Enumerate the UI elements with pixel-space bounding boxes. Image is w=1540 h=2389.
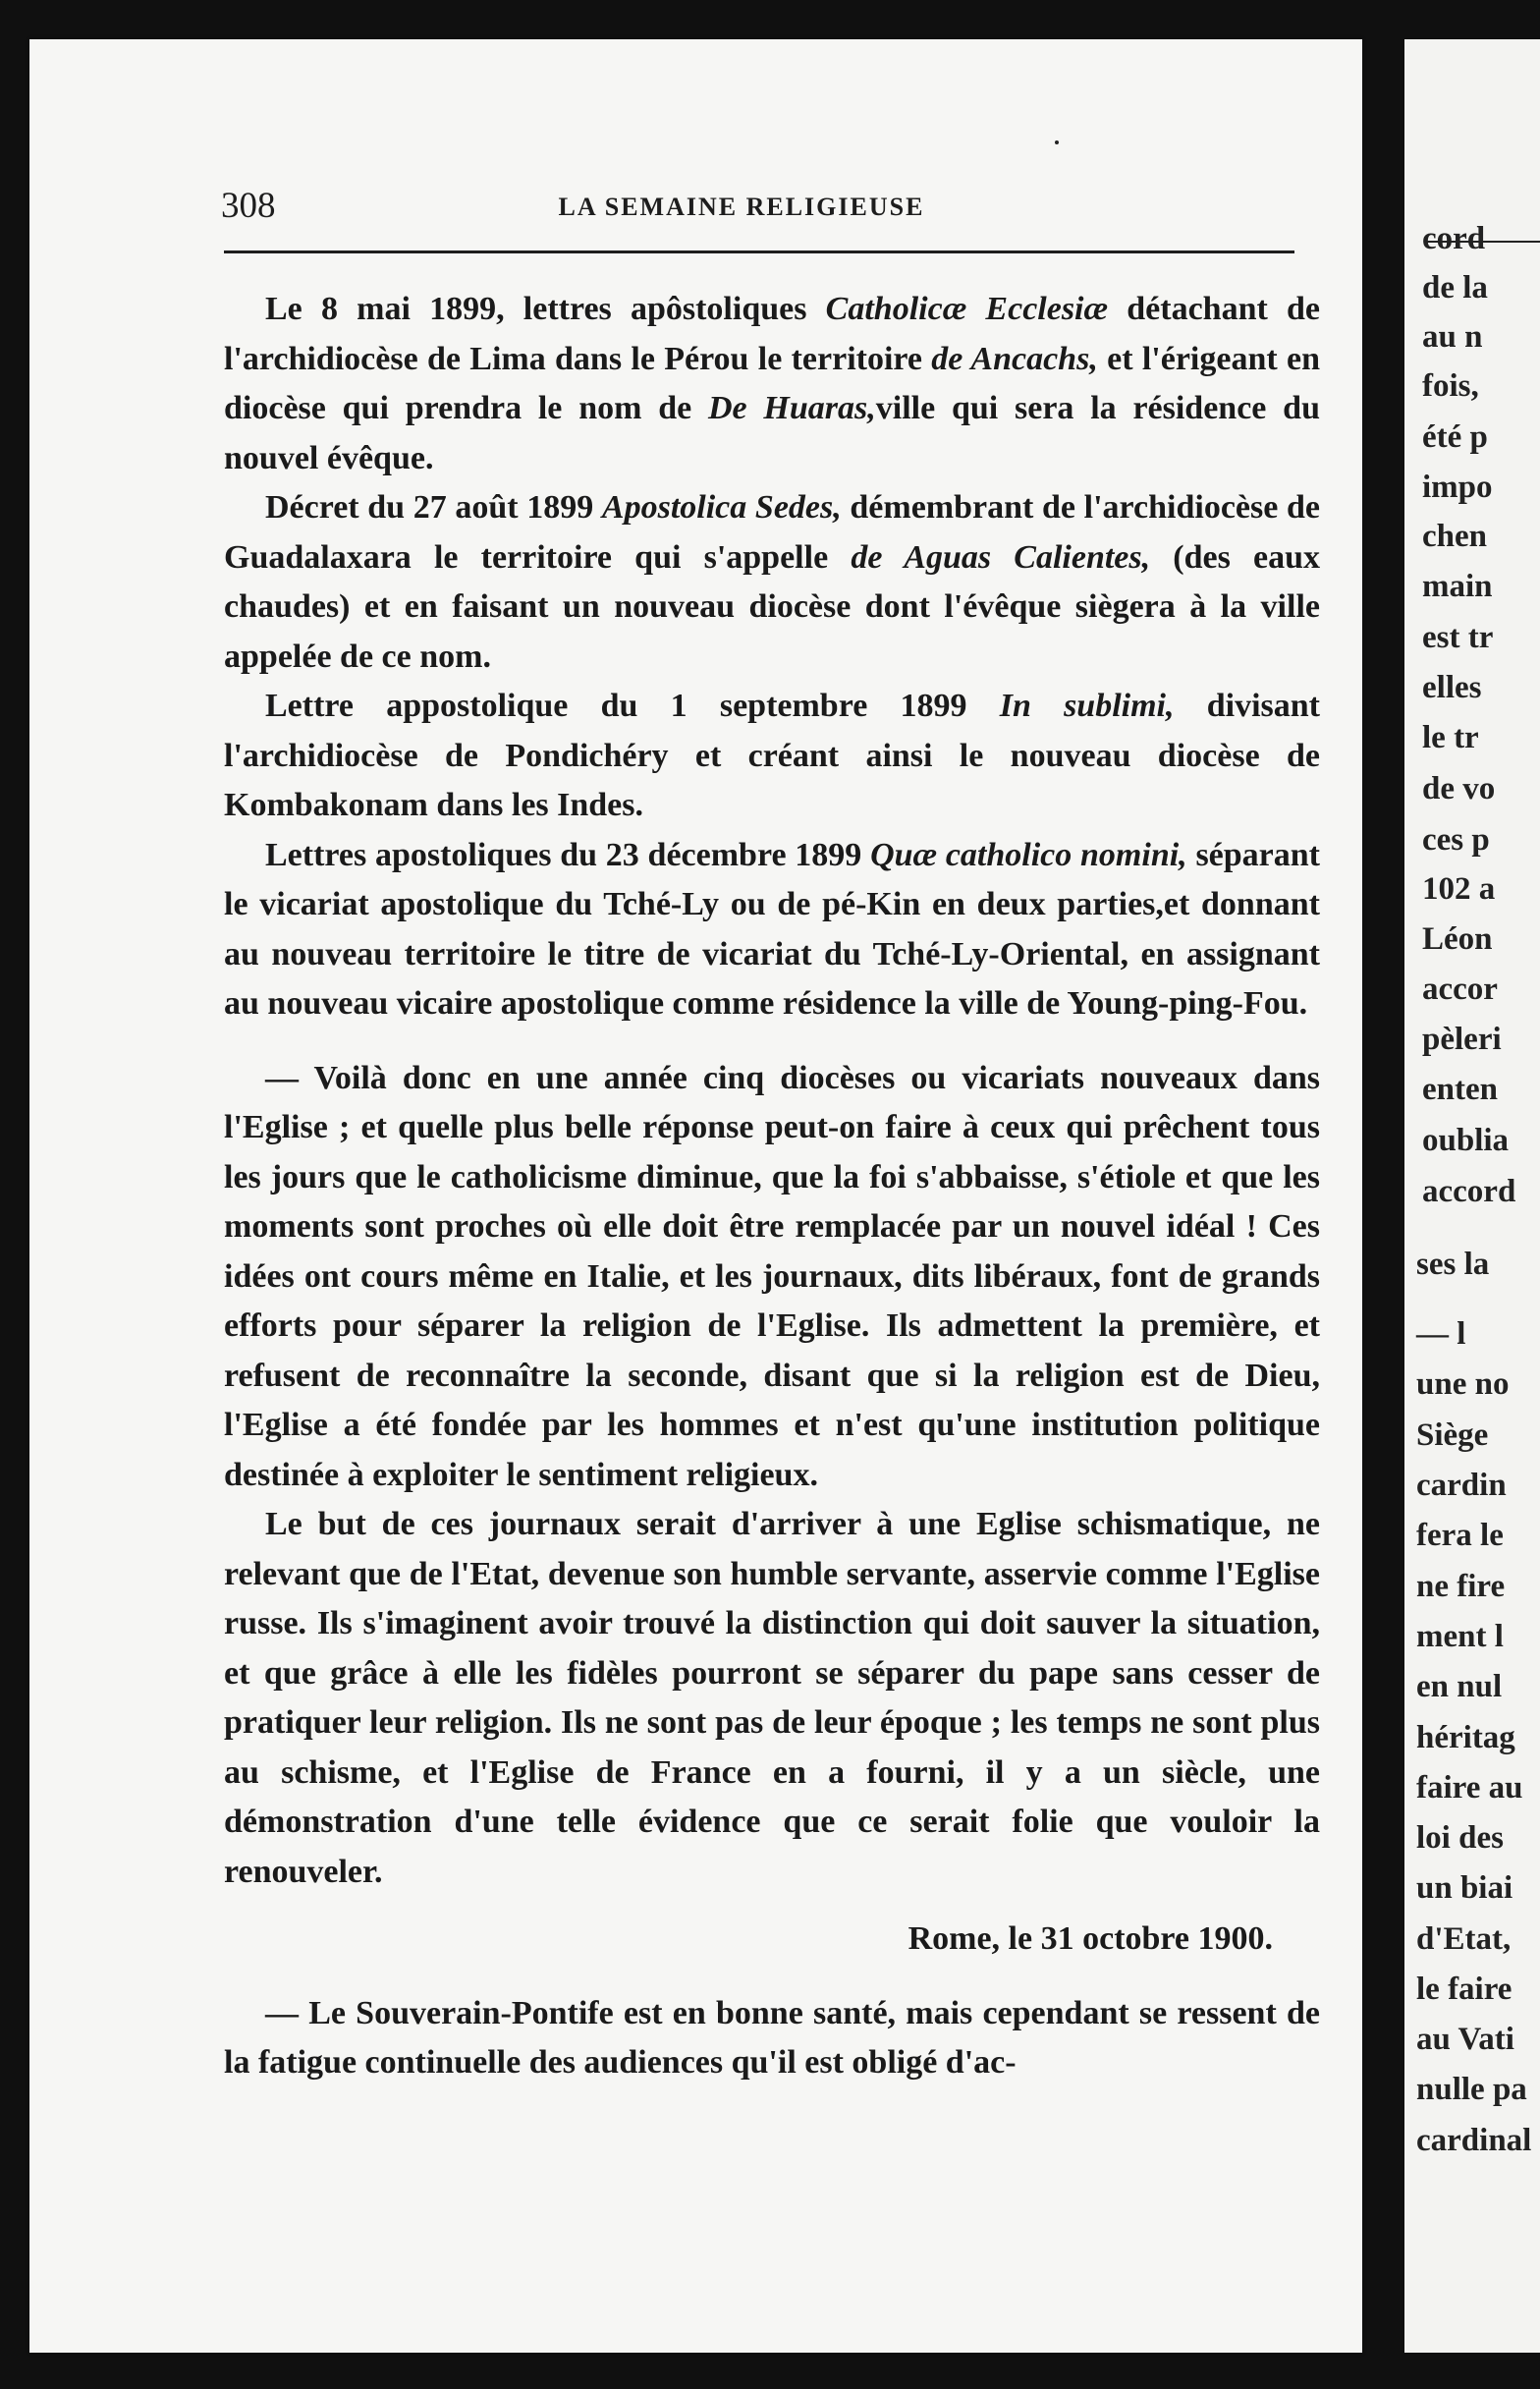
text-segment: Le but de ces journaux serait d'arriver à une Eglise schismatique, ne relevant que de l'Etat, devenue son humble servante, asservie comme l'Eglise russe. Ils s'imaginent avoir trouvé la distinction qui doit sauver la situation, et que grâce à elle les fidèles pourront se séparer du pape sans cesser de pratiquer leur religion. Ils ne sont pas de leur époque ; les temps ne sont plus au schisme, et l'Eglise de France en a fourni, il y a un siècle, une démonstration d'une telle évidence que ce serait folie que vouloir la renouveler. [224, 1506, 1320, 1890]
paragraph [224, 483, 1320, 682]
facing-page-fragment: Léon [1422, 921, 1493, 957]
facing-page-fragment: cord [1422, 221, 1486, 256]
paragraph [224, 1054, 1320, 1501]
facing-page-fragment: elles [1422, 670, 1482, 705]
text-segment: (des eaux chaudes) et en faisant un nouveau diocèse dont l'évêque siègera à la ville appelée de ce nom. [224, 538, 1320, 675]
italic-text-segment: In sublimi, [999, 688, 1175, 724]
page-body-text [224, 285, 1320, 2088]
facing-page-fragment: été p [1422, 419, 1488, 455]
speck-mark [1055, 140, 1059, 144]
facing-page-fragment: pèleri [1422, 1022, 1502, 1057]
paragraph [224, 1989, 1320, 2088]
italic-text-segment: de Ancachs, [931, 340, 1098, 377]
facing-page-fragment: nulle pa [1416, 2072, 1527, 2107]
facing-page-fragment: le faire [1416, 1972, 1512, 2007]
italic-text-segment: Quæ catholico nomini, [870, 836, 1187, 873]
header-rule [224, 250, 1294, 253]
facing-page-fragment: le tr [1422, 720, 1479, 755]
text-segment: Rome, le 31 octobre 1900. [908, 1920, 1273, 1957]
page-header [192, 185, 1292, 234]
facing-page-fragment: un biai [1416, 1870, 1513, 1906]
paragraph [224, 682, 1320, 831]
facing-page-fragment: est tr [1422, 620, 1494, 655]
text-segment: démembrant de l'archidiocèse de Guadalaxara le territoire qui s'appelle [224, 489, 1320, 576]
text-segment: Décret du 27 août 1899 [265, 489, 602, 526]
facing-page-fragment: loi des [1416, 1820, 1504, 1856]
facing-page-fragment: fera le [1416, 1518, 1504, 1553]
facing-page-fragment: ces p [1422, 822, 1490, 858]
facing-page-fragment: oublia [1422, 1123, 1510, 1158]
italic-text-segment: Catholicæ Ecclesiæ [825, 291, 1109, 327]
facing-page-fragment: — l [1416, 1316, 1466, 1352]
facing-page-fragment: d'Etat, [1416, 1921, 1512, 1957]
page-number: 308 [221, 186, 276, 226]
paragraph [224, 285, 1320, 483]
facing-page-fragment: héritag [1416, 1720, 1515, 1755]
facing-page-fragment: une no [1416, 1366, 1510, 1402]
facing-page-fragment: en nul [1416, 1669, 1503, 1704]
facing-page-fragment: fois, [1422, 368, 1479, 404]
text-segment: — Voilà donc en une année cinq diocèses ou vicariats nouveaux dans l'Eglise ; et quelle plus belle réponse peut-on faire à ceux qui prêchent tous les jours que le catholicisme diminue, que la foi s'abbaisse, s'étiole et que les moments sont proches où elle doit être remplacée par un nouvel idéal ! Ces idées ont cours même en Italie, et les journaux, dits libéraux, font de grands efforts pour séparer la religion de l'Eglise. Ils admettent la première, et refusent de reconnaître la seconde, disant que si la religion est de Dieu, l'Eglise a été fondée par les hommes et n'est qu'une institution politique destinée à exploiter le sentiment religieux. [224, 1059, 1320, 1493]
facing-page-fragment: de la [1422, 270, 1488, 306]
facing-page-fragment: ment l [1416, 1619, 1504, 1654]
text-segment: Lettre appostolique du 1 septembre 1899 [265, 688, 1000, 724]
facing-page-fragment: 102 a [1422, 871, 1496, 907]
facing-page-fragment: de vo [1422, 771, 1496, 806]
text-segment: divisant l'archidiocèse de Pondichéry et créant ainsi le nouveau diocèse de Kombakonam dans les Indes. [224, 688, 1320, 823]
facing-page-fragment: chen [1422, 519, 1487, 554]
text-segment: Lettres apostoliques du 23 décembre 1899 [265, 836, 871, 873]
facing-page-fragment: main [1422, 569, 1493, 604]
facing-page-fragment: accor [1422, 972, 1498, 1007]
facing-page-fragment: accord [1422, 1174, 1516, 1209]
text-segment: séparant le vicariat apostolique du Tché-Ly ou de pé-Kin en deux parties,et donnant au nouveau territoire le titre de vicariat du Tché-Ly-Oriental, en assignant au nouveau vicaire apostolique comme résidence la ville de Young-ping-Fou. [224, 836, 1320, 1022]
facing-page-fragment: cardin [1416, 1468, 1507, 1503]
text-segment: détachant de l'archidiocèse de Lima dans le Pérou le territoire [224, 291, 1320, 377]
facing-page-fragment: cardinal [1416, 2123, 1532, 2158]
text-segment: ville qui sera la résidence du nouvel évêque. [224, 390, 1320, 476]
italic-text-segment: de Aguas Calientes, [851, 538, 1151, 576]
italic-text-segment: De Huaras, [708, 390, 876, 426]
italic-text-segment: Apostolica Sedes, [601, 489, 842, 526]
facing-page-fragment: ses la [1416, 1247, 1490, 1282]
facing-page-fragment: au Vati [1416, 2022, 1514, 2057]
running-title: LA SEMAINE RELIGIEUSE [558, 193, 925, 221]
paragraph [224, 1500, 1320, 1897]
facing-page-fragment: Siège [1416, 1417, 1489, 1453]
facing-page-fragment: enten [1422, 1072, 1498, 1107]
text-segment: Le 8 mai 1899, lettres apôstoliques [265, 291, 826, 327]
facing-page-edge [1404, 39, 1540, 2353]
text-segment: — Le Souverain-Pontife est en bonne santé, mais cependant se ressent de la fatigue continuelle des audiences qu'il est obligé d'ac- [224, 1994, 1320, 2081]
facing-page-fragment: au n [1422, 319, 1483, 355]
facing-page-fragment: faire au [1416, 1770, 1523, 1806]
text-segment: et l'érigeant en diocèse qui prendra le nom de [224, 340, 1320, 426]
date-line [224, 1915, 1273, 1965]
facing-page-fragment: ne fire [1416, 1569, 1506, 1604]
facing-page-fragment: impo [1422, 470, 1493, 505]
paragraph [224, 831, 1320, 1029]
